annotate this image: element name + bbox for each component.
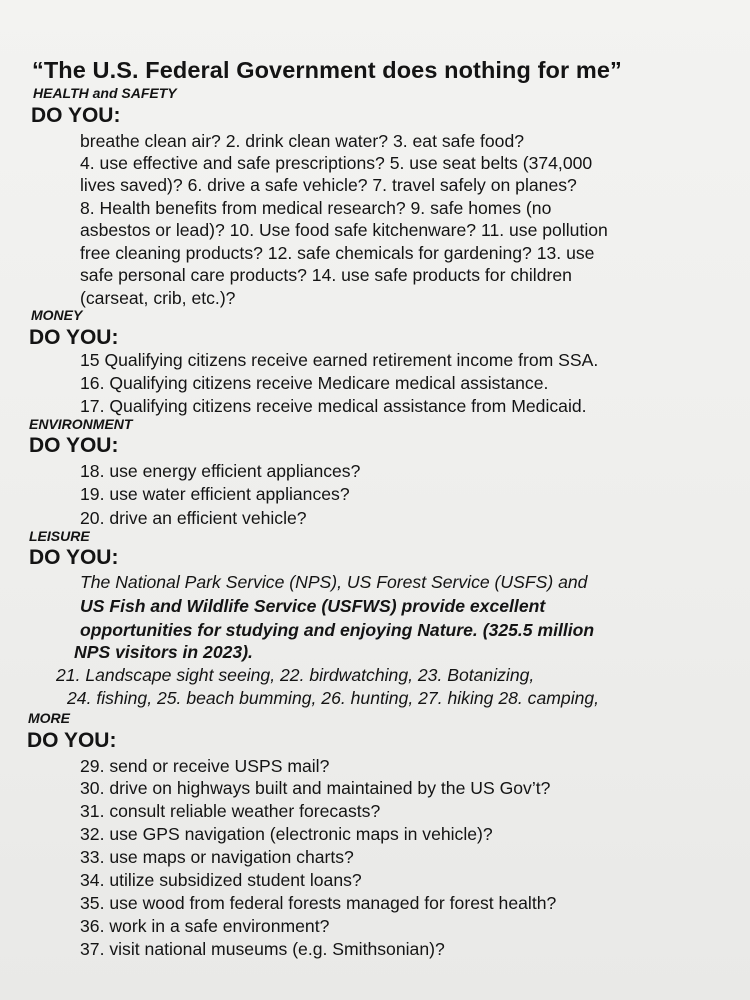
page-title: “The U.S. Federal Government does nothing for me” <box>32 57 622 83</box>
health-line-2: 4. use effective and safe prescriptions? 5. use seat belts (374,000 <box>80 153 593 173</box>
money-line-2: 16. Qualifying citizens receive Medicare medical assistance. <box>80 373 549 393</box>
category-environment: ENVIRONMENT <box>29 416 133 432</box>
do-you-heading-more: DO YOU: <box>27 729 117 752</box>
more-line-1: 29. send or receive USPS mail? <box>80 756 330 776</box>
more-line-2: 30. drive on highways built and maintained by the US Gov’t? <box>80 778 551 798</box>
more-line-4: 32. use GPS navigation (electronic maps in vehicle)? <box>80 824 493 844</box>
do-you-heading-leisure: DO YOU: <box>29 546 119 569</box>
money-line-1: 15 Qualifying citizens receive earned retirement income from SSA. <box>80 350 599 370</box>
leisure-activities-line-2: 24. fishing, 25. beach bumming, 26. hunting, 27. hiking 28. camping, <box>67 688 600 708</box>
more-line-6: 34. utilize subsidized student loans? <box>80 870 362 890</box>
health-line-8: (carseat, crib, etc.)? <box>80 288 236 308</box>
environment-line-3: 20. drive an efficient vehicle? <box>80 508 307 528</box>
health-line-5: asbestos or lead)? 10. Use food safe kitchenware? 11. use pollution <box>80 220 608 240</box>
category-money: MONEY <box>31 307 83 323</box>
health-line-6: free cleaning products? 12. safe chemicals for gardening? 13. use <box>80 243 595 263</box>
leisure-activities-line-1: 21. Landscape sight seeing, 22. birdwatching, 23. Botanizing, <box>56 665 535 685</box>
health-line-3: lives saved)? 6. drive a safe vehicle? 7. travel safely on planes? <box>80 175 577 195</box>
health-line-7: safe personal care products? 14. use safe products for children <box>80 265 572 285</box>
leisure-intro-line-2: US Fish and Wildlife Service (USFWS) provide excellent <box>80 596 546 616</box>
money-line-3: 17. Qualifying citizens receive medical assistance from Medicaid. <box>80 396 587 416</box>
more-line-8: 36. work in a safe environment? <box>80 916 330 936</box>
do-you-heading-environment: DO YOU: <box>29 434 119 457</box>
leisure-intro-line-1: The National Park Service (NPS), US Forest Service (USFS) and <box>80 572 588 592</box>
health-line-1: breathe clean air? 2. drink clean water? 3. eat safe food? <box>80 131 525 151</box>
more-line-3: 31. consult reliable weather forecasts? <box>80 801 381 821</box>
environment-line-1: 18. use energy efficient appliances? <box>80 461 361 481</box>
category-leisure: LEISURE <box>29 528 90 544</box>
leisure-intro-line-4: NPS visitors in 2023). <box>74 642 253 662</box>
health-line-4: 8. Health benefits from medical research? 9. safe homes (no <box>80 198 552 218</box>
do-you-heading-money: DO YOU: <box>29 326 119 349</box>
leisure-intro-line-3: opportunities for studying and enjoying Nature. (325.5 million <box>80 620 595 640</box>
environment-line-2: 19. use water efficient appliances? <box>80 484 350 504</box>
category-health-safety: HEALTH and SAFETY <box>33 85 177 101</box>
more-line-9: 37. visit national museums (e.g. Smithsonian)? <box>80 939 445 959</box>
more-line-7: 35. use wood from federal forests managed for forest health? <box>80 893 557 913</box>
more-line-5: 33. use maps or navigation charts? <box>80 847 354 867</box>
do-you-heading-health: DO YOU: <box>31 104 121 127</box>
category-more: MORE <box>28 710 70 726</box>
